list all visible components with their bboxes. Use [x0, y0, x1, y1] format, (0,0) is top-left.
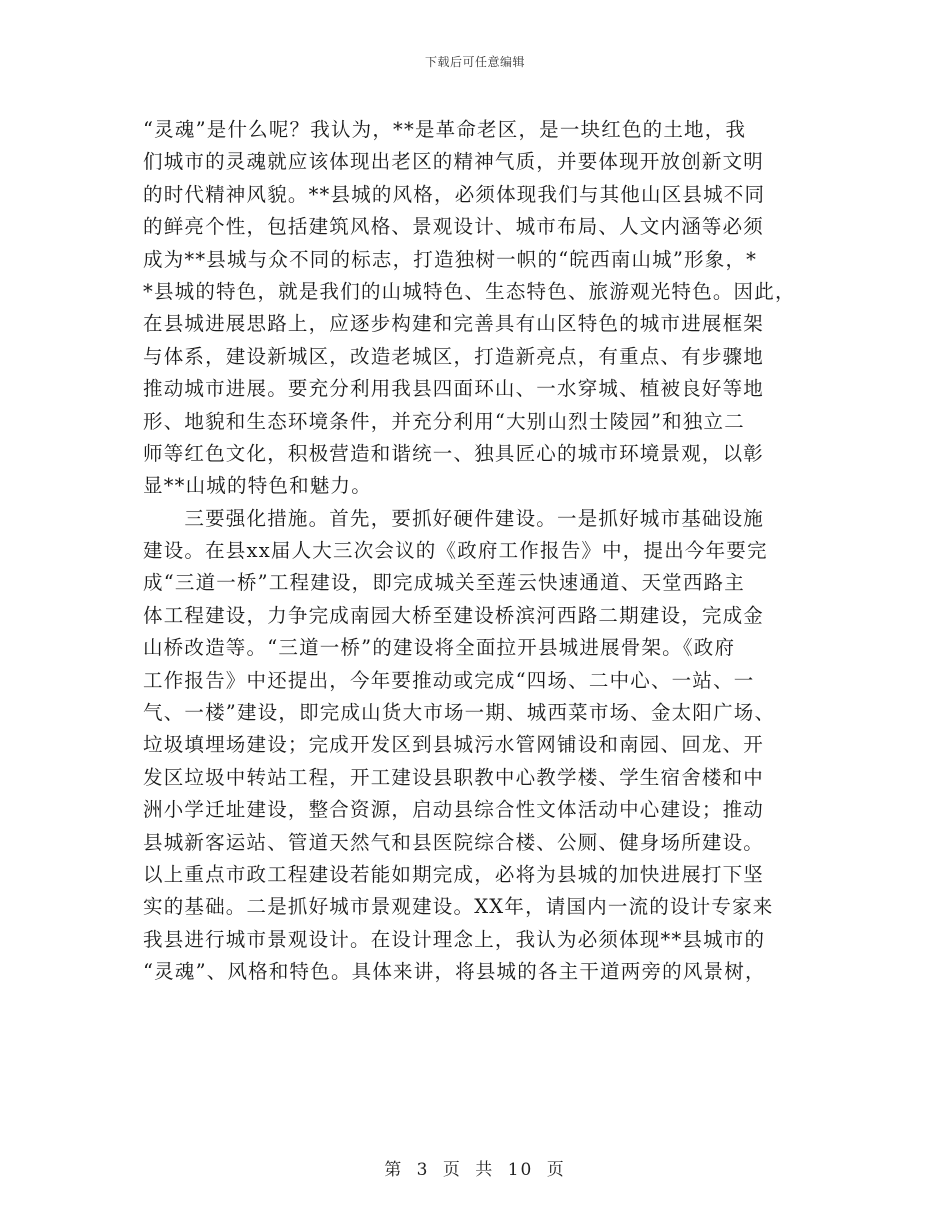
body-line: *县城的特色，就是我们的山城特色、生态特色、旅游观光特色。因此， — [143, 279, 796, 303]
body-line: 垃圾填埋场建设；完成开发区到县城污水管网铺设和南园、回龙、开 — [143, 733, 765, 757]
body-line: 成“三道一桥”工程建设，即完成城关至莲云快速通道、天堂西路主 — [143, 571, 745, 595]
body-line: 推动城市进展。要充分利用我县四面环山、一水穿城、植被良好等地 — [143, 377, 765, 401]
body-line: 师等红色文化，积极营造和谐统一、独具匠心的城市环境景观，以彰 — [143, 441, 765, 465]
body-line: 的时代精神风貌。**县城的风格，必须体现我们与其他山区县城不同 — [143, 182, 766, 206]
body-line: 与体系，建设新城区，改造老城区，打造新亮点，有重点、有步骤地 — [143, 344, 765, 368]
body-line: 形、地貌和生态环境条件，并充分利用“大别山烈士陵园”和独立二 — [143, 409, 745, 433]
body-line: 我县进行城市景观设计。在设计理念上，我认为必须体现**县城市的 — [143, 927, 766, 951]
body-line: 在县城进展思路上，应逐步构建和完善具有山区特色的城市进展框架 — [143, 312, 765, 336]
body-line: 县城新客运站、管道天然气和县医院综合楼、公厕、健身场所建设。 — [143, 830, 765, 854]
document-body — [143, 114, 823, 989]
body-line: 三要强化措施。首先，要抓好硬件建设。一是抓好城市基础设施 — [143, 506, 765, 530]
body-line: 的鲜亮个性，包括建筑风格、景观设计、城市布局、人文内涵等必须 — [143, 215, 765, 239]
body-line: 工作报告》中还提出，今年要推动或完成“四场、二中心、一站、一 — [143, 668, 755, 692]
body-line: 成为**县城与众不同的标志，打造独树一帜的“皖西南山城”形象，* — [143, 247, 758, 271]
body-line: 发区垃圾中转站工程，开工建设县职教中心教学楼、学生宿舍楼和中 — [143, 765, 765, 789]
body-line: 显**山城的特色和魅力。 — [143, 474, 372, 498]
body-line: “灵魂”是什么呢？我认为，**是革命老区，是一块红色的土地，我 — [143, 118, 747, 141]
body-line: 山桥改造等。“三道一桥”的建设将全面拉开县城进展骨架。《政府 — [143, 636, 736, 660]
body-line: “灵魂”、风格和特色。具体来讲，将县城的各主干道两旁的风景树， — [143, 960, 766, 984]
body-line: 实的基础。二是抓好城市景观建设。XX年，请国内一流的设计专家来 — [143, 895, 774, 919]
body-line: 建设。在县xx届人大三次会议的《政府工作报告》中，提出今年要完 — [143, 539, 768, 563]
body-line: 体工程建设，力争完成南园大桥至建设桥滨河西路二期建设，完成金 — [143, 603, 765, 627]
body-line: 们城市的灵魂就应该体现出老区的精神气质，并要体现开放创新文明 — [143, 150, 765, 174]
page-number-footer: 第 3 页 共 10 页 — [384, 1160, 566, 1180]
body-line: 气、一楼”建设，即完成山货大市场一期、城西菜市场、金太阳广场、 — [143, 701, 776, 725]
body-line: 洲小学迁址建设，整合资源，启动县综合性文体活动中心建设；推动 — [143, 798, 765, 822]
page-header: 下载后可任意编辑 — [424, 55, 525, 69]
body-line: 以上重点市政工程建设若能如期完成，必将为县城的加快进展打下坚 — [143, 862, 765, 886]
